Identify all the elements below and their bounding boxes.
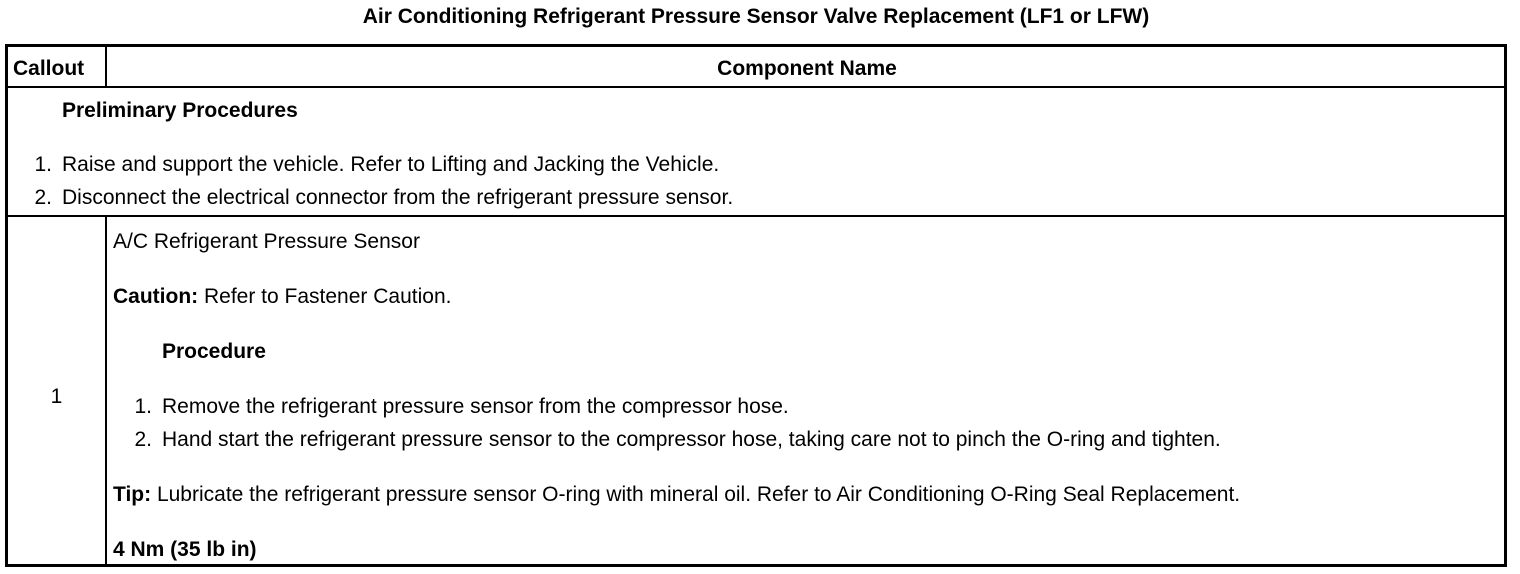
caution-text: Refer to Fastener Caution.: [204, 285, 452, 308]
step-text: Raise and support the vehicle. Refer to Lifting and Jacking the Vehicle.: [62, 153, 720, 176]
procedure-table: [5, 44, 1507, 567]
step-text: Disconnect the electrical connector from the refrigerant pressure sensor.: [62, 186, 734, 209]
caution-label: Caution:: [113, 285, 199, 308]
column-divider-header: [105, 47, 107, 86]
callout-number: 1: [50, 385, 63, 408]
caution-note: [113, 285, 451, 309]
column-divider-row: [105, 217, 107, 564]
step-number: 2.: [34, 186, 52, 209]
procedure-heading: Procedure: [162, 340, 266, 363]
step-number: 1.: [34, 153, 52, 176]
tip-label: Tip:: [113, 483, 152, 506]
preliminary-heading: Preliminary Procedures: [62, 99, 298, 122]
step-number: 2.: [134, 428, 152, 451]
torque-spec: 4 Nm (35 lb in): [113, 538, 257, 561]
component-name: A/C Refrigerant Pressure Sensor: [113, 230, 420, 253]
header-callout: Callout: [13, 57, 85, 80]
step-text: Hand start the refrigerant pressure sensor to the compressor hose, taking care not to pinch the O-ring and tighten.: [162, 428, 1221, 451]
tip-note: [113, 483, 1240, 507]
document-title: Air Conditioning Refrigerant Pressure Sensor Valve Replacement (LF1 or LFW): [362, 5, 1150, 28]
step-number: 1.: [134, 395, 152, 418]
step-text: Remove the refrigerant pressure sensor from the compressor hose.: [162, 395, 789, 418]
header-component-name: Component Name: [717, 57, 897, 80]
preliminary-divider: [8, 215, 1504, 217]
header-divider: [8, 86, 1504, 88]
tip-text: Lubricate the refrigerant pressure sensor O-ring with mineral oil. Refer to Air Conditioning O-Ring Seal Replacement.: [156, 483, 1241, 506]
